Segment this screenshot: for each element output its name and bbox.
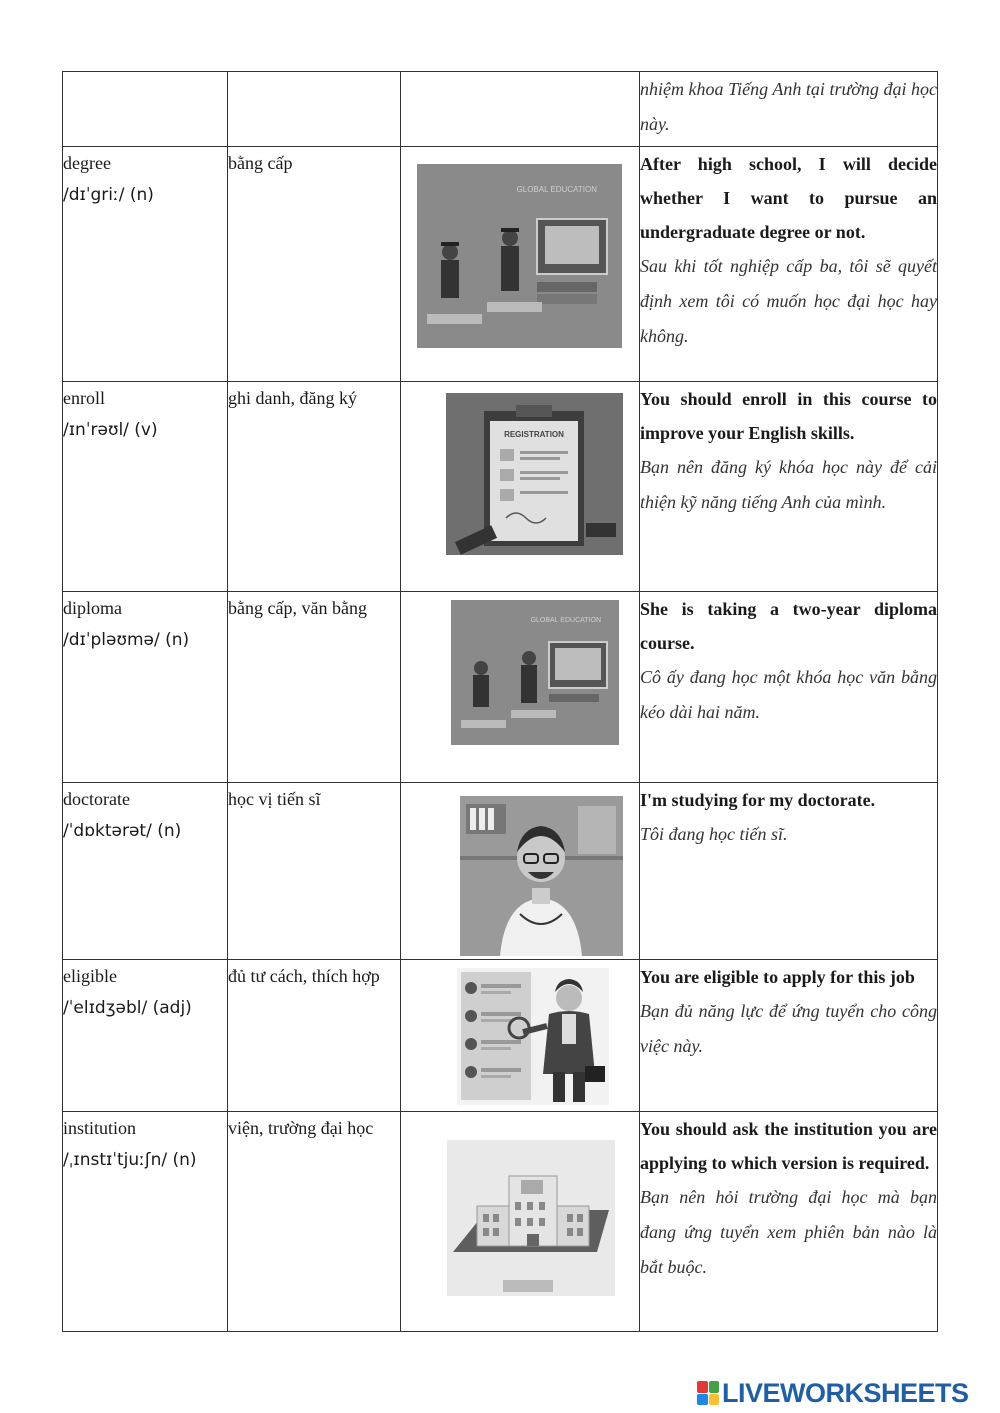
meaning: bằng cấp, văn bằng	[228, 592, 401, 783]
graduation-illustration	[451, 600, 619, 745]
word: enroll	[63, 388, 105, 408]
word-cell	[63, 783, 228, 960]
pronunciation: /ˌɪnstɪˈtjuːʃn/ (n)	[63, 1150, 197, 1170]
word: degree	[63, 153, 111, 173]
vocabulary-table	[62, 71, 938, 1332]
table-row	[63, 147, 938, 382]
table-row	[63, 783, 938, 960]
example-cell	[640, 960, 938, 1112]
graduation-illustration	[417, 164, 622, 348]
example-cell	[640, 147, 938, 382]
table-row	[63, 382, 938, 592]
example-en: I'm studying for my doctorate.	[640, 790, 876, 810]
table-row	[63, 1112, 938, 1332]
pronunciation: /dɪˈgriː/ (n)	[63, 185, 154, 205]
doctor-illustration	[460, 796, 623, 956]
example-cell	[640, 783, 938, 960]
example-cell	[640, 592, 938, 783]
example-vi: nhiệm khoa Tiếng Anh tại trường đại học này.	[640, 79, 937, 134]
word-cell	[63, 960, 228, 1112]
building-icon	[447, 1140, 615, 1296]
word-cell	[63, 147, 228, 382]
example-en: You should ask the institution you are applying to which version is required.	[640, 1119, 937, 1173]
liveworksheets-logo	[697, 1378, 997, 1408]
clipboard-icon	[446, 393, 623, 555]
example-en: After high school, I will decide whether I want to pursue an undergraduate degree or not.	[640, 154, 937, 242]
image-cell	[401, 382, 640, 592]
image-label: REGISTRATION	[504, 430, 564, 439]
image-label: GLOBAL EDUCATION	[530, 617, 601, 624]
meaning: viện, trường đại học	[228, 1112, 401, 1332]
meaning: học vị tiến sĩ	[228, 783, 401, 960]
word-cell	[63, 592, 228, 783]
pronunciation: /ɪnˈrəʊl/ (v)	[63, 420, 158, 440]
meaning: đủ tư cách, thích hợp	[228, 960, 401, 1112]
example-vi: Sau khi tốt nghiệp cấp ba, tôi sẽ quyết định xem tôi có muốn học đại học hay không.	[640, 256, 937, 346]
candidate-icon	[457, 968, 609, 1105]
word-cell	[63, 1112, 228, 1332]
example-cell	[640, 72, 938, 147]
image-cell	[401, 147, 640, 382]
word-cell	[63, 72, 228, 147]
example-vi: Bạn nên hỏi trường đại học mà bạn đang ứng tuyển xem phiên bản nào là bắt buộc.	[640, 1187, 937, 1277]
graduation-icon	[451, 600, 619, 745]
pronunciation: /ˈelɪdʒəbl/ (adj)	[63, 998, 192, 1018]
candidate-illustration	[457, 968, 609, 1105]
example-cell	[640, 1112, 938, 1332]
image-cell	[401, 960, 640, 1112]
word: doctorate	[63, 789, 130, 809]
table-row	[63, 72, 938, 147]
institution-illustration	[447, 1140, 615, 1296]
example-en: You should enroll in this course to improve your English skills.	[640, 389, 937, 443]
image-cell	[401, 592, 640, 783]
meaning: ghi danh, đăng ký	[228, 382, 401, 592]
word: institution	[63, 1118, 137, 1138]
meaning-cell	[228, 72, 401, 147]
meaning: bằng cấp	[228, 147, 401, 382]
word: eligible	[63, 966, 117, 986]
example-vi: Cô ấy đang học một khóa học văn bằng kéo dài hai năm.	[640, 667, 937, 722]
example-vi: Tôi đang học tiến sĩ.	[640, 824, 788, 844]
pronunciation: /ˈdɒktərət/ (n)	[63, 821, 182, 841]
example-vi: Bạn nên đăng ký khóa học này để cải thiện kỹ năng tiếng Anh của mình.	[640, 457, 937, 512]
image-cell	[401, 783, 640, 960]
example-en: You are eligible to apply for this job	[640, 967, 915, 987]
image-cell	[401, 72, 640, 147]
table-row	[63, 960, 938, 1112]
example-cell	[640, 382, 938, 592]
example-en: She is taking a two-year diploma course.	[640, 599, 937, 653]
image-cell	[401, 1112, 640, 1332]
brand-name: LIVEWORKSHEETS	[722, 1377, 969, 1408]
example-vi: Bạn đủ năng lực để ứng tuyển cho công việc này.	[640, 1001, 937, 1056]
image-label: GLOBAL EDUCATION	[516, 185, 597, 194]
logo-mark-icon	[697, 1381, 719, 1405]
pronunciation: /dɪˈpləʊmə/ (n)	[63, 630, 190, 650]
table-row	[63, 592, 938, 783]
word-cell	[63, 382, 228, 592]
doctor-icon	[460, 796, 623, 956]
word: diploma	[63, 598, 122, 618]
graduation-icon	[417, 164, 622, 348]
registration-illustration	[446, 393, 623, 555]
